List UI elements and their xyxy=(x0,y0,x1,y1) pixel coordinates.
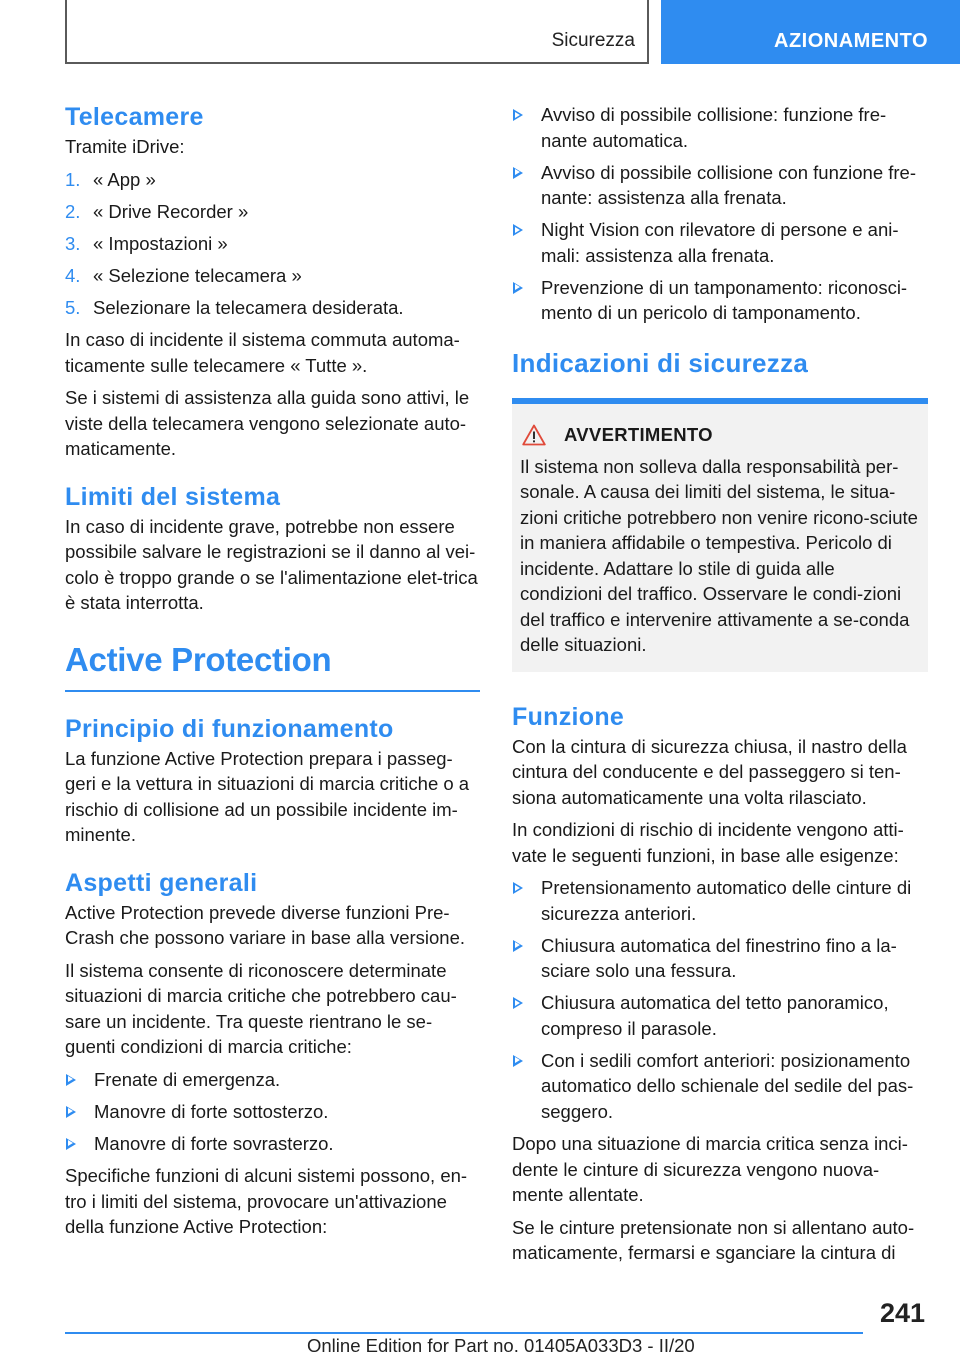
paragraph-aspetti-2: Il sistema consente di riconoscere determinate situazioni di marcia critiche che potrebbero cau-sare un incidente. Tra queste rientrano le se-guenti condizioni di marcia critiche: xyxy=(65,959,457,1057)
list-item xyxy=(65,167,480,193)
step-number: 2. xyxy=(65,200,81,222)
triangle-bullet-icon xyxy=(66,1138,76,1150)
step-text: « Drive Recorder » xyxy=(93,200,249,222)
heading-principio: Principio di funzionamento xyxy=(65,714,394,743)
triangle-bullet-icon xyxy=(513,940,523,952)
step-text: « Impostazioni » xyxy=(93,232,228,254)
step-number: 4. xyxy=(65,264,81,286)
list-item-text: Pretensionamento automatico delle cinture di sicurezza anteriori. xyxy=(541,877,912,924)
list-item xyxy=(512,160,928,211)
list-item xyxy=(65,1099,480,1125)
list-item-text: Frenate di emergenza. xyxy=(94,1068,281,1090)
footer-edition: Online Edition for Part no. 01405A033D3 - II/20 xyxy=(307,1335,695,1356)
paragraph-funzione-1: Con la cintura di sicurezza chiusa, il nastro della cintura del conducente e del passeggero si ten-siona automaticamente una volta rilasciato. xyxy=(512,735,907,808)
triangle-bullet-icon xyxy=(513,1055,523,1067)
list-item xyxy=(512,933,928,984)
left-column xyxy=(65,100,480,1247)
paragraph-principio: La funzione Active Protection prepara i passeg-geri e la vettura in situazioni di marcia critiche o a rischio di collisione ad un possibile incidente im-minente. xyxy=(65,747,470,845)
paragraph-aspetti-1: Active Protection prevede diverse funzioni Pre-Crash che possono variare in base alla versione. xyxy=(65,901,466,948)
page-number: 241 xyxy=(879,1298,925,1328)
funzioni-list xyxy=(512,875,928,1124)
triangle-bullet-icon xyxy=(513,109,523,121)
telecamere-intro: Tramite iDrive: xyxy=(65,136,185,157)
triangle-bullet-icon xyxy=(66,1074,76,1086)
step-text: « App » xyxy=(93,168,156,190)
list-item xyxy=(65,199,480,225)
header-chapter-tab xyxy=(661,0,960,64)
step-number: 1. xyxy=(65,168,81,190)
header-section-label: Sicurezza xyxy=(551,30,635,51)
list-item-text: Prevenzione di un tamponamento: riconosci-mento di un pericolo di tamponamento. xyxy=(541,276,908,323)
list-item xyxy=(65,295,480,321)
heading-aspetti: Aspetti generali xyxy=(65,868,258,897)
heading-active-protection: Active Protection xyxy=(65,640,332,678)
list-item-text: Chiusura automatica del finestrino fino a la-sciare solo una fessura. xyxy=(541,934,897,981)
step-number: 5. xyxy=(65,296,81,318)
telecamere-steps xyxy=(65,167,480,321)
section-rule xyxy=(65,690,480,692)
list-item xyxy=(65,231,480,257)
warning-box xyxy=(512,398,928,672)
list-item-text: Avviso di possibile collisione con funzione fre-nante: assistenza alla frenata. xyxy=(541,161,916,208)
list-item xyxy=(512,275,928,326)
list-item xyxy=(65,263,480,289)
triangle-bullet-icon xyxy=(66,1106,76,1118)
triangle-bullet-icon xyxy=(513,224,523,236)
right-column xyxy=(512,102,928,1273)
list-item-text: Con i sedili comfort anteriori: posizionamento automatico dello schienale del sedile del pas-seggero. xyxy=(541,1049,914,1122)
heading-telecamere: Telecamere xyxy=(65,103,204,131)
step-number: 3. xyxy=(65,232,81,254)
list-item-text: Manovre di forte sovrasterzo. xyxy=(94,1132,334,1154)
heading-indicazioni: Indicazioni di sicurezza xyxy=(512,347,809,378)
list-item-text: Night Vision con rilevatore di persone e ani-mali: assistenza alla frenata. xyxy=(541,219,899,266)
step-text: « Selezione telecamera » xyxy=(93,264,302,286)
triangle-bullet-icon xyxy=(513,997,523,1009)
paragraph-assistenza: Se i sistemi di assistenza alla guida sono attivi, le viste della telecamera vengono selezionate auto-maticamente. xyxy=(65,387,470,459)
paragraph-dopo: Dopo una situazione di marcia critica senza inci-dente le cinture di sicurezza vengono nuova-mente allentate. xyxy=(512,1133,908,1205)
footer-rule xyxy=(65,1332,863,1334)
heading-funzione: Funzione xyxy=(512,702,625,731)
header-chapter-label: AZIONAMENTO xyxy=(774,30,929,52)
warning-text: Il sistema non solleva dalla responsabilità per-sonale. A causa dei limiti del sistema, le situa-zioni critiche potrebbero non venire ricono-sciute in maniera affidabile o tempestiva. Pericolo di incidente. Adattare lo stile di guida alle condizioni del traffico. Osservare le condi-zioni del traffico e intervenire attivamente a se-conda delle situazioni. xyxy=(520,455,918,655)
list-item xyxy=(512,875,928,926)
list-item xyxy=(512,102,928,153)
list-item xyxy=(512,217,928,268)
list-item xyxy=(65,1131,480,1157)
paragraph-funzione-2: In condizioni di rischio di incidente vengono atti-vate le seguenti funzioni, in base alle esigenze: xyxy=(512,819,904,866)
step-text: Selezionare la telecamera desiderata. xyxy=(93,296,404,318)
header-section-box xyxy=(65,0,649,64)
list-item xyxy=(65,1067,480,1093)
warning-triangle-icon xyxy=(522,424,546,446)
list-item-text: Avviso di possibile collisione: funzione fre-nante automatica. xyxy=(541,104,887,151)
warning-title: AVVERTIMENTO xyxy=(564,423,713,445)
paragraph-incidente: In caso di incidente il sistema commuta automa-ticamente sulle telecamere « Tutte ». xyxy=(65,329,460,376)
list-item xyxy=(512,1048,928,1125)
paragraph-limiti: In caso di incidente grave, potrebbe non essere possibile salvare le registrazioni se il danno al vei-colo è troppo grande o se l'alimentazione elet-trica è stata interrotta. xyxy=(65,515,478,613)
warning-header xyxy=(520,424,920,446)
avvisi-list xyxy=(512,102,928,326)
triangle-bullet-icon xyxy=(513,167,523,179)
critiche-list xyxy=(65,1067,480,1157)
paragraph-specifiche: Specifiche funzioni di alcuni sistemi possono, en-tro i limiti del sistema, provocare un'attivazione della funzione Active Protection: xyxy=(65,1165,468,1237)
triangle-bullet-icon xyxy=(513,282,523,294)
heading-limiti: Limiti del sistema xyxy=(65,482,281,511)
paragraph-se: Se le cinture pretensionate non si allentano auto-maticamente, fermarsi e sganciare la cintura di xyxy=(512,1216,915,1263)
list-item xyxy=(512,990,928,1041)
list-item-text: Manovre di forte sottosterzo. xyxy=(94,1100,329,1122)
triangle-bullet-icon xyxy=(513,882,523,894)
list-item-text: Chiusura automatica del tetto panoramico, compreso il parasole. xyxy=(541,992,889,1039)
